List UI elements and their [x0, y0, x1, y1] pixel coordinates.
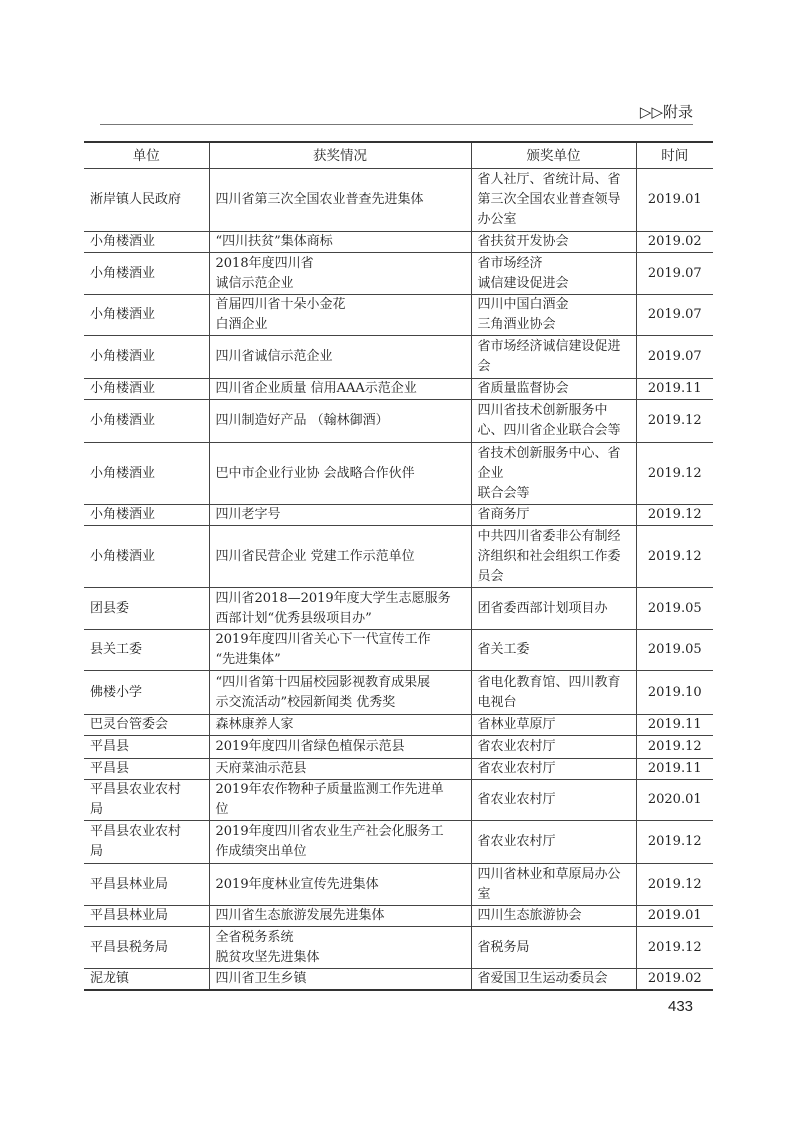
cell-issuer: 四川中国白酒金 三角酒业协会: [471, 295, 636, 336]
table-row: [84, 715, 713, 736]
awards-table: [84, 141, 713, 991]
table-row: [84, 821, 713, 864]
cell-unit: 平昌县林业局: [84, 906, 209, 927]
cell-unit: 平昌县农业农村 局: [84, 821, 209, 864]
table-row: [84, 906, 713, 927]
cell-award: “四川省第十四届校园影视教育成果展 示交流活动”校园新闻类 优秀奖: [209, 671, 471, 715]
cell-award: 森林康养人家: [209, 715, 471, 736]
table-row: [84, 927, 713, 969]
cell-issuer: 省质量监督协会: [471, 379, 636, 400]
cell-time: 2019.10: [636, 671, 713, 715]
cell-time: 2019.12: [636, 927, 713, 969]
cell-award: 四川省企业质量 信用AAA示范企业: [209, 379, 471, 400]
cell-time: 2019.11: [636, 759, 713, 780]
cell-award: 首届四川省十朵小金花 白酒企业: [209, 295, 471, 336]
cell-unit: 小角楼酒业: [84, 400, 209, 443]
cell-award: 四川省生态旅游发展先进集体: [209, 906, 471, 927]
cell-unit: 小角楼酒业: [84, 526, 209, 588]
cell-unit: 小角楼酒业: [84, 505, 209, 526]
cell-issuer: 省农业农村厅: [471, 821, 636, 864]
cell-unit: 小角楼酒业: [84, 295, 209, 336]
cell-unit: 淅岸镇人民政府: [84, 169, 209, 232]
cell-award: 2019年度四川省关心下一代宣传工作 “先进集体”: [209, 630, 471, 671]
cell-issuer: 省商务厅: [471, 505, 636, 526]
table-row: [84, 780, 713, 821]
cell-issuer: 省扶贫开发协会: [471, 232, 636, 253]
cell-issuer: 省人社厅、省统计局、省 第三次全国农业普查领导 办公室: [471, 169, 636, 232]
cell-issuer: 省农业农村厅: [471, 736, 636, 759]
header-issuer: 颁奖单位: [471, 142, 636, 169]
cell-issuer: 省技术创新服务中心、省 企业 联合会等: [471, 443, 636, 505]
cell-unit: 平昌县: [84, 736, 209, 759]
cell-issuer: 四川省林业和草原局办公 室: [471, 864, 636, 906]
cell-issuer: 省爱国卫生运动委员会: [471, 969, 636, 991]
table-row: [84, 671, 713, 715]
table-row: [84, 864, 713, 906]
table-body: [84, 169, 713, 991]
cell-unit: 团县委: [84, 588, 209, 630]
table-row: [84, 505, 713, 526]
table-row: [84, 400, 713, 443]
cell-issuer: 省关工委: [471, 630, 636, 671]
cell-time: 2020.01: [636, 780, 713, 821]
cell-issuer: 四川生态旅游协会: [471, 906, 636, 927]
table-row: [84, 969, 713, 991]
cell-issuer: 省农业农村厅: [471, 759, 636, 780]
cell-issuer: 团省委西部计划项目办: [471, 588, 636, 630]
cell-unit: 平昌县林业局: [84, 864, 209, 906]
cell-award: 2019年度四川省绿色植保示范县: [209, 736, 471, 759]
cell-award: 四川制造好产品 （翰林御酒）: [209, 400, 471, 443]
cell-issuer: 中共四川省委非公有制经 济组织和社会组织工作委 员会: [471, 526, 636, 588]
cell-time: 2019.12: [636, 736, 713, 759]
table-row: [84, 295, 713, 336]
cell-unit: 泥龙镇: [84, 969, 209, 991]
cell-unit: 小角楼酒业: [84, 379, 209, 400]
cell-award: 2019年度林业宣传先进集体: [209, 864, 471, 906]
table-row: [84, 169, 713, 232]
cell-award: 四川省民营企业 党建工作示范单位: [209, 526, 471, 588]
cell-time: 2019.11: [636, 715, 713, 736]
table-row: [84, 232, 713, 253]
running-head-appendix: ▷▷附录: [639, 103, 693, 121]
header-unit: 单位: [84, 142, 209, 169]
table-row: [84, 526, 713, 588]
table-row: [84, 336, 713, 379]
cell-unit: 县关工委: [84, 630, 209, 671]
table-row: [84, 443, 713, 505]
cell-award: 四川省卫生乡镇: [209, 969, 471, 991]
cell-issuer: 省电化教育馆、四川教育 电视台: [471, 671, 636, 715]
cell-time: 2019.07: [636, 253, 713, 295]
cell-unit: 小角楼酒业: [84, 253, 209, 295]
cell-award: 全省税务系统 脱贫攻坚先进集体: [209, 927, 471, 969]
cell-time: 2019.12: [636, 526, 713, 588]
cell-award: 天府菜油示范县: [209, 759, 471, 780]
cell-time: 2019.12: [636, 400, 713, 443]
cell-time: 2019.11: [636, 379, 713, 400]
table-row: [84, 253, 713, 295]
cell-unit: 平昌县税务局: [84, 927, 209, 969]
cell-time: 2019.12: [636, 443, 713, 505]
cell-time: 2019.02: [636, 969, 713, 991]
cell-time: 2019.05: [636, 588, 713, 630]
cell-award: 2018年度四川省 诚信示范企业: [209, 253, 471, 295]
cell-time: 2019.05: [636, 630, 713, 671]
cell-issuer: 省税务局: [471, 927, 636, 969]
cell-unit: 小角楼酒业: [84, 443, 209, 505]
cell-unit: 巴灵台管委会: [84, 715, 209, 736]
header-rule: [100, 124, 693, 125]
table-header-row: [84, 142, 713, 169]
cell-issuer: 四川省技术创新服务中 心、四川省企业联合会等: [471, 400, 636, 443]
cell-issuer: 省农业农村厅: [471, 780, 636, 821]
table-row: [84, 379, 713, 400]
cell-time: 2019.07: [636, 336, 713, 379]
cell-time: 2019.12: [636, 864, 713, 906]
header-time: 时间: [636, 142, 713, 169]
cell-time: 2019.07: [636, 295, 713, 336]
cell-time: 2019.02: [636, 232, 713, 253]
cell-issuer: 省林业草原厅: [471, 715, 636, 736]
cell-award: 四川省2018—2019年度大学生志愿服务 西部计划“优秀县级项目办”: [209, 588, 471, 630]
cell-award: 四川老字号: [209, 505, 471, 526]
cell-award: 巴中市企业行业协 会战略合作伙伴: [209, 443, 471, 505]
cell-issuer: 省市场经济 诚信建设促进会: [471, 253, 636, 295]
cell-unit: 佛楼小学: [84, 671, 209, 715]
table-row: [84, 630, 713, 671]
cell-unit: 小角楼酒业: [84, 232, 209, 253]
page-number: 433: [668, 998, 694, 1015]
cell-unit: 平昌县: [84, 759, 209, 780]
header-award: 获奖情况: [209, 142, 471, 169]
table-row: [84, 759, 713, 780]
cell-unit: 小角楼酒业: [84, 336, 209, 379]
cell-issuer: 省市场经济诚信建设促进 会: [471, 336, 636, 379]
cell-time: 2019.01: [636, 906, 713, 927]
cell-time: 2019.01: [636, 169, 713, 232]
cell-award: “四川扶贫”集体商标: [209, 232, 471, 253]
cell-time: 2019.12: [636, 505, 713, 526]
table-row: [84, 736, 713, 759]
cell-award: 2019年农作物种子质量监测工作先进单 位: [209, 780, 471, 821]
cell-award: 四川省诚信示范企业: [209, 336, 471, 379]
cell-award: 2019年度四川省农业生产社会化服务工 作成绩突出单位: [209, 821, 471, 864]
cell-unit: 平昌县农业农村 局: [84, 780, 209, 821]
cell-time: 2019.12: [636, 821, 713, 864]
table-row: [84, 588, 713, 630]
cell-award: 四川省第三次全国农业普查先进集体: [209, 169, 471, 232]
